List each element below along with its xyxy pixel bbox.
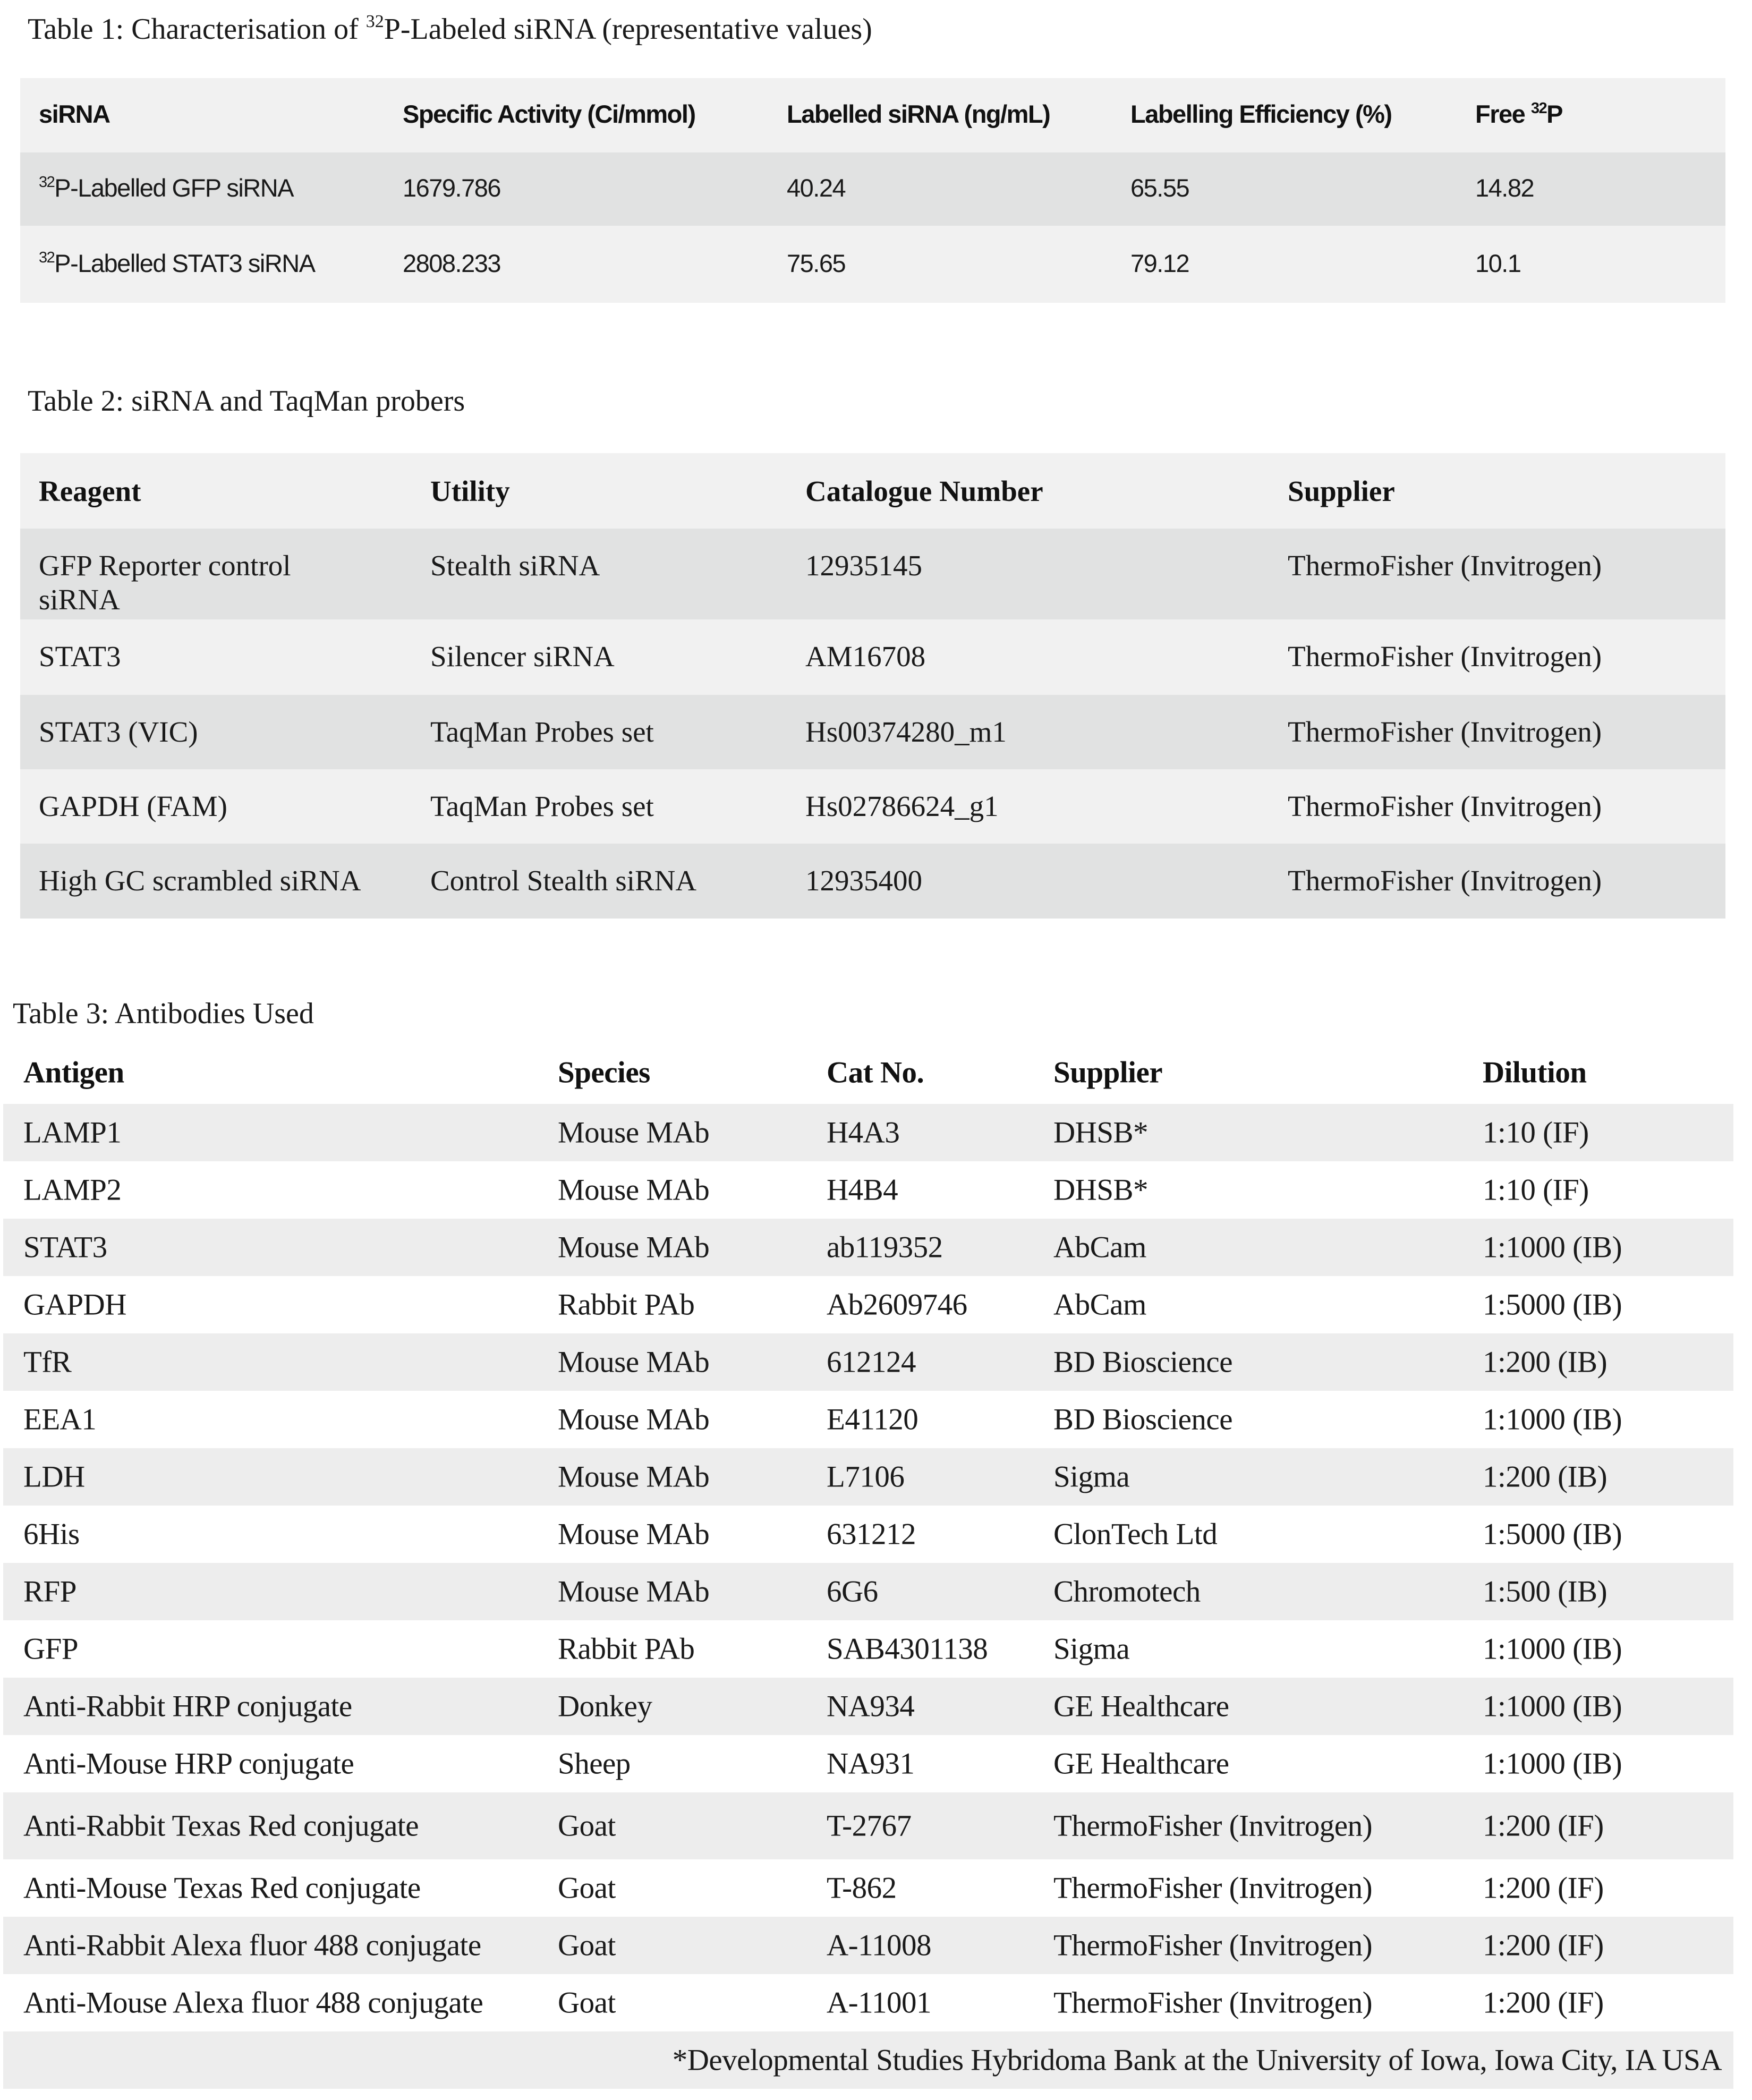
- antigen-cell: Anti-Rabbit Texas Red conjugate: [23, 1809, 419, 1843]
- dilution-cell: 1:5000 (IB): [1483, 1517, 1622, 1551]
- cat-no-cell: T-862: [827, 1871, 897, 1905]
- reagent-cell: GAPDH (FAM): [39, 790, 227, 822]
- dilution-cell: 1:5000 (IB): [1483, 1288, 1622, 1322]
- table3-footnote-row: [3, 2031, 1733, 2089]
- species-cell: Rabbit PAb: [558, 1288, 695, 1322]
- table-row: [20, 695, 1725, 769]
- table-row: [3, 1391, 1733, 1448]
- cat-no-cell: SAB4301138: [827, 1632, 988, 1666]
- table2-header-row: [20, 453, 1725, 529]
- cat-no-cell: T-2767: [827, 1809, 912, 1843]
- cat-no-cell: L7106: [827, 1460, 905, 1494]
- catalogue-number-cell: 12935400: [805, 864, 922, 897]
- antigen-cell: LAMP2: [23, 1173, 122, 1207]
- supplier-cell: ThermoFisher (Invitrogen): [1288, 864, 1602, 897]
- isotope-superscript: 32: [39, 173, 55, 191]
- cat-no-cell: NA934: [827, 1689, 915, 1723]
- antigen-cell: LAMP1: [23, 1116, 122, 1150]
- cat-no-cell: 631212: [827, 1517, 916, 1551]
- table-row: [3, 1448, 1733, 1506]
- table-row: [3, 1859, 1733, 1917]
- cat-no-cell: H4A3: [827, 1116, 900, 1150]
- labelled-sirna-cell: 75.65: [787, 249, 846, 277]
- table-row: [3, 1333, 1733, 1391]
- table1-caption-suffix: P-Labeled siRNA (representative values): [384, 13, 872, 46]
- table-row: [20, 844, 1725, 919]
- sirna-cell: [39, 248, 315, 277]
- table-row: [3, 1276, 1733, 1333]
- table3: [3, 1041, 1733, 2089]
- supplier-cell: BD Bioscience: [1053, 1402, 1233, 1436]
- reagent-cell: STAT3 (VIC): [39, 716, 198, 748]
- table-row: [3, 1563, 1733, 1620]
- table2-header-catalogue-number: Catalogue Number: [805, 475, 1043, 507]
- catalogue-number-cell: Hs02786624_g1: [805, 790, 999, 822]
- antigen-cell: 6His: [23, 1517, 80, 1551]
- supplier-cell: DHSB*: [1053, 1116, 1149, 1150]
- dilution-cell: 1:10 (IF): [1483, 1173, 1589, 1207]
- reagent-cell: STAT3: [39, 640, 121, 673]
- cat-no-cell: Ab2609746: [827, 1288, 967, 1322]
- table-row: [20, 769, 1725, 844]
- table-row: [20, 619, 1725, 695]
- table1-header-labelled-sirna: Labelled siRNA (ng/mL): [787, 99, 1050, 128]
- cat-no-cell: 6G6: [827, 1575, 878, 1609]
- table-row: [3, 1974, 1733, 2031]
- dilution-cell: 1:1000 (IB): [1483, 1632, 1622, 1666]
- dilution-cell: 1:200 (IB): [1483, 1460, 1608, 1494]
- dilution-cell: 1:1000 (IB): [1483, 1689, 1622, 1723]
- species-cell: Mouse MAb: [558, 1173, 710, 1207]
- supplier-cell: ThermoFisher (Invitrogen): [1288, 549, 1602, 582]
- species-cell: Mouse MAb: [558, 1230, 710, 1264]
- supplier-cell: ThermoFisher (Invitrogen): [1288, 640, 1602, 673]
- antigen-cell: RFP: [23, 1575, 76, 1609]
- supplier-cell: ThermoFisher (Invitrogen): [1053, 1871, 1373, 1905]
- labelled-sirna-cell: 40.24: [787, 173, 846, 202]
- table3-body: [3, 1104, 1733, 2031]
- antigen-cell: Anti-Mouse HRP conjugate: [23, 1747, 354, 1781]
- catalogue-number-cell: 12935145: [805, 549, 922, 582]
- species-cell: Mouse MAb: [558, 1116, 710, 1150]
- supplier-cell: ThermoFisher (Invitrogen): [1053, 1809, 1373, 1843]
- cat-no-cell: E41120: [827, 1402, 918, 1436]
- dilution-cell: 1:200 (IF): [1483, 1871, 1604, 1905]
- utility-cell: TaqMan Probes set: [430, 790, 654, 822]
- table-row: [20, 226, 1725, 303]
- table-row: [3, 1219, 1733, 1276]
- species-cell: Goat: [558, 1928, 616, 1962]
- supplier-cell: AbCam: [1053, 1288, 1146, 1322]
- supplier-cell: GE Healthcare: [1053, 1689, 1229, 1723]
- species-cell: Sheep: [558, 1747, 631, 1781]
- table3-footnote: *Developmental Studies Hybridoma Bank at the University of Iowa, Iowa City, IA USA: [672, 2043, 1722, 2077]
- dilution-cell: 1:1000 (IB): [1483, 1230, 1622, 1264]
- sirna-cell: [39, 173, 293, 202]
- supplier-cell: ClonTech Ltd: [1053, 1517, 1218, 1551]
- table3-header-supplier: Supplier: [1053, 1056, 1163, 1090]
- table2-header-reagent: Reagent: [39, 475, 141, 507]
- table1-header-labelling-efficiency: Labelling Efficiency (%): [1130, 99, 1392, 128]
- supplier-cell: ThermoFisher (Invitrogen): [1053, 1928, 1373, 1962]
- labelling-efficiency-cell: 79.12: [1130, 249, 1189, 277]
- antigen-cell: EEA1: [23, 1402, 97, 1436]
- cat-no-cell: 612124: [827, 1345, 916, 1379]
- dilution-cell: 1:200 (IB): [1483, 1345, 1608, 1379]
- table-row: [3, 1506, 1733, 1563]
- labelling-efficiency-cell: 65.55: [1130, 173, 1189, 202]
- dilution-cell: 1:10 (IF): [1483, 1116, 1589, 1150]
- table2-header-supplier: Supplier: [1288, 475, 1395, 507]
- free-label: Free: [1475, 99, 1531, 128]
- species-cell: Mouse MAb: [558, 1460, 710, 1494]
- dilution-cell: 1:1000 (IB): [1483, 1747, 1622, 1781]
- utility-cell: Silencer siRNA: [430, 640, 615, 673]
- antigen-cell: Anti-Mouse Texas Red conjugate: [23, 1871, 421, 1905]
- free-p: P: [1546, 99, 1562, 128]
- species-cell: Donkey: [558, 1689, 652, 1723]
- cat-no-cell: NA931: [827, 1747, 915, 1781]
- table1-header-specific-activity: Specific Activity (Ci/mmol): [403, 99, 695, 128]
- sirna-name: P-Labelled STAT3 siRNA: [54, 249, 315, 277]
- species-cell: Mouse MAb: [558, 1517, 710, 1551]
- table3-header-species: Species: [558, 1056, 650, 1090]
- dilution-cell: 1:200 (IF): [1483, 1928, 1604, 1962]
- supplier-cell: Sigma: [1053, 1460, 1130, 1494]
- free-32p-cell: 10.1: [1475, 249, 1521, 277]
- antigen-cell: Anti-Rabbit Alexa fluor 488 conjugate: [23, 1928, 481, 1962]
- table2-header-utility: Utility: [430, 475, 510, 507]
- supplier-cell: ThermoFisher (Invitrogen): [1053, 1986, 1373, 2020]
- species-cell: Goat: [558, 1986, 616, 2020]
- species-cell: Mouse MAb: [558, 1402, 710, 1436]
- antigen-cell: STAT3: [23, 1230, 107, 1264]
- supplier-cell: ThermoFisher (Invitrogen): [1288, 790, 1602, 822]
- cat-no-cell: ab119352: [827, 1230, 943, 1264]
- table1-header-sirna: siRNA: [39, 99, 110, 128]
- utility-cell: Control Stealth siRNA: [430, 864, 697, 897]
- antigen-cell: Anti-Mouse Alexa fluor 488 conjugate: [23, 1986, 483, 2020]
- dilution-cell: 1:200 (IF): [1483, 1986, 1604, 2020]
- table1-header-row: [20, 78, 1725, 152]
- specific-activity-cell: 1679.786: [403, 173, 501, 202]
- table-row: [20, 529, 1725, 619]
- species-cell: Goat: [558, 1871, 616, 1905]
- table-row: [20, 152, 1725, 226]
- dilution-cell: 1:200 (IF): [1483, 1809, 1604, 1843]
- table-row: [3, 1620, 1733, 1678]
- reagent-cell: GFP Reporter control siRNA: [39, 549, 291, 616]
- table2: [20, 453, 1725, 919]
- species-cell: Mouse MAb: [558, 1345, 710, 1379]
- table3-header-row: [3, 1041, 1733, 1104]
- table3-header-cat-no: Cat No.: [827, 1056, 924, 1090]
- catalogue-number-cell: Hs00374280_m1: [805, 716, 1007, 748]
- table1-caption-superscript: 32: [365, 12, 384, 31]
- free-32p-cell: 14.82: [1475, 173, 1534, 202]
- table2-caption: Table 2: siRNA and TaqMan probers: [28, 385, 465, 418]
- specific-activity-cell: 2808.233: [403, 249, 501, 277]
- table1-header-free-32p: [1475, 99, 1562, 129]
- species-cell: Rabbit PAb: [558, 1632, 695, 1666]
- antigen-cell: Anti-Rabbit HRP conjugate: [23, 1689, 352, 1723]
- supplier-cell: AbCam: [1053, 1230, 1146, 1264]
- table-row: [3, 1792, 1733, 1859]
- table-row: [3, 1161, 1733, 1219]
- species-cell: Goat: [558, 1809, 616, 1843]
- sirna-name: P-Labelled GFP siRNA: [54, 173, 294, 202]
- supplier-cell: GE Healthcare: [1053, 1747, 1229, 1781]
- reagent-cell: High GC scrambled siRNA: [39, 864, 361, 897]
- table3-header-dilution: Dilution: [1483, 1056, 1587, 1090]
- table1-caption: [28, 14, 872, 44]
- supplier-cell: BD Bioscience: [1053, 1345, 1233, 1379]
- dilution-cell: 1:500 (IB): [1483, 1575, 1608, 1609]
- free-superscript: 32: [1530, 99, 1547, 117]
- cat-no-cell: A-11001: [827, 1986, 932, 2020]
- species-cell: Mouse MAb: [558, 1575, 710, 1609]
- cat-no-cell: H4B4: [827, 1173, 898, 1207]
- utility-cell: Stealth siRNA: [430, 549, 600, 582]
- supplier-cell: Sigma: [1053, 1632, 1130, 1666]
- table3-header-antigen: Antigen: [23, 1056, 124, 1090]
- table1-caption-prefix: Table 1: Characterisation of: [28, 13, 366, 46]
- table-row: [3, 1678, 1733, 1735]
- isotope-superscript: 32: [39, 249, 55, 266]
- supplier-cell: ThermoFisher (Invitrogen): [1288, 716, 1602, 748]
- table1: [20, 78, 1725, 303]
- table-row: [3, 1917, 1733, 1974]
- table-row: [3, 1104, 1733, 1161]
- table3-caption: Table 3: Antibodies Used: [13, 997, 314, 1030]
- antigen-cell: TfR: [23, 1345, 72, 1379]
- antigen-cell: LDH: [23, 1460, 85, 1494]
- catalogue-number-cell: AM16708: [805, 640, 926, 673]
- antigen-cell: GAPDH: [23, 1288, 126, 1322]
- dilution-cell: 1:1000 (IB): [1483, 1402, 1622, 1436]
- utility-cell: TaqMan Probes set: [430, 716, 654, 748]
- cat-no-cell: A-11008: [827, 1928, 932, 1962]
- antigen-cell: GFP: [23, 1632, 79, 1666]
- table-row: [3, 1735, 1733, 1792]
- supplier-cell: DHSB*: [1053, 1173, 1149, 1207]
- supplier-cell: Chromotech: [1053, 1575, 1201, 1609]
